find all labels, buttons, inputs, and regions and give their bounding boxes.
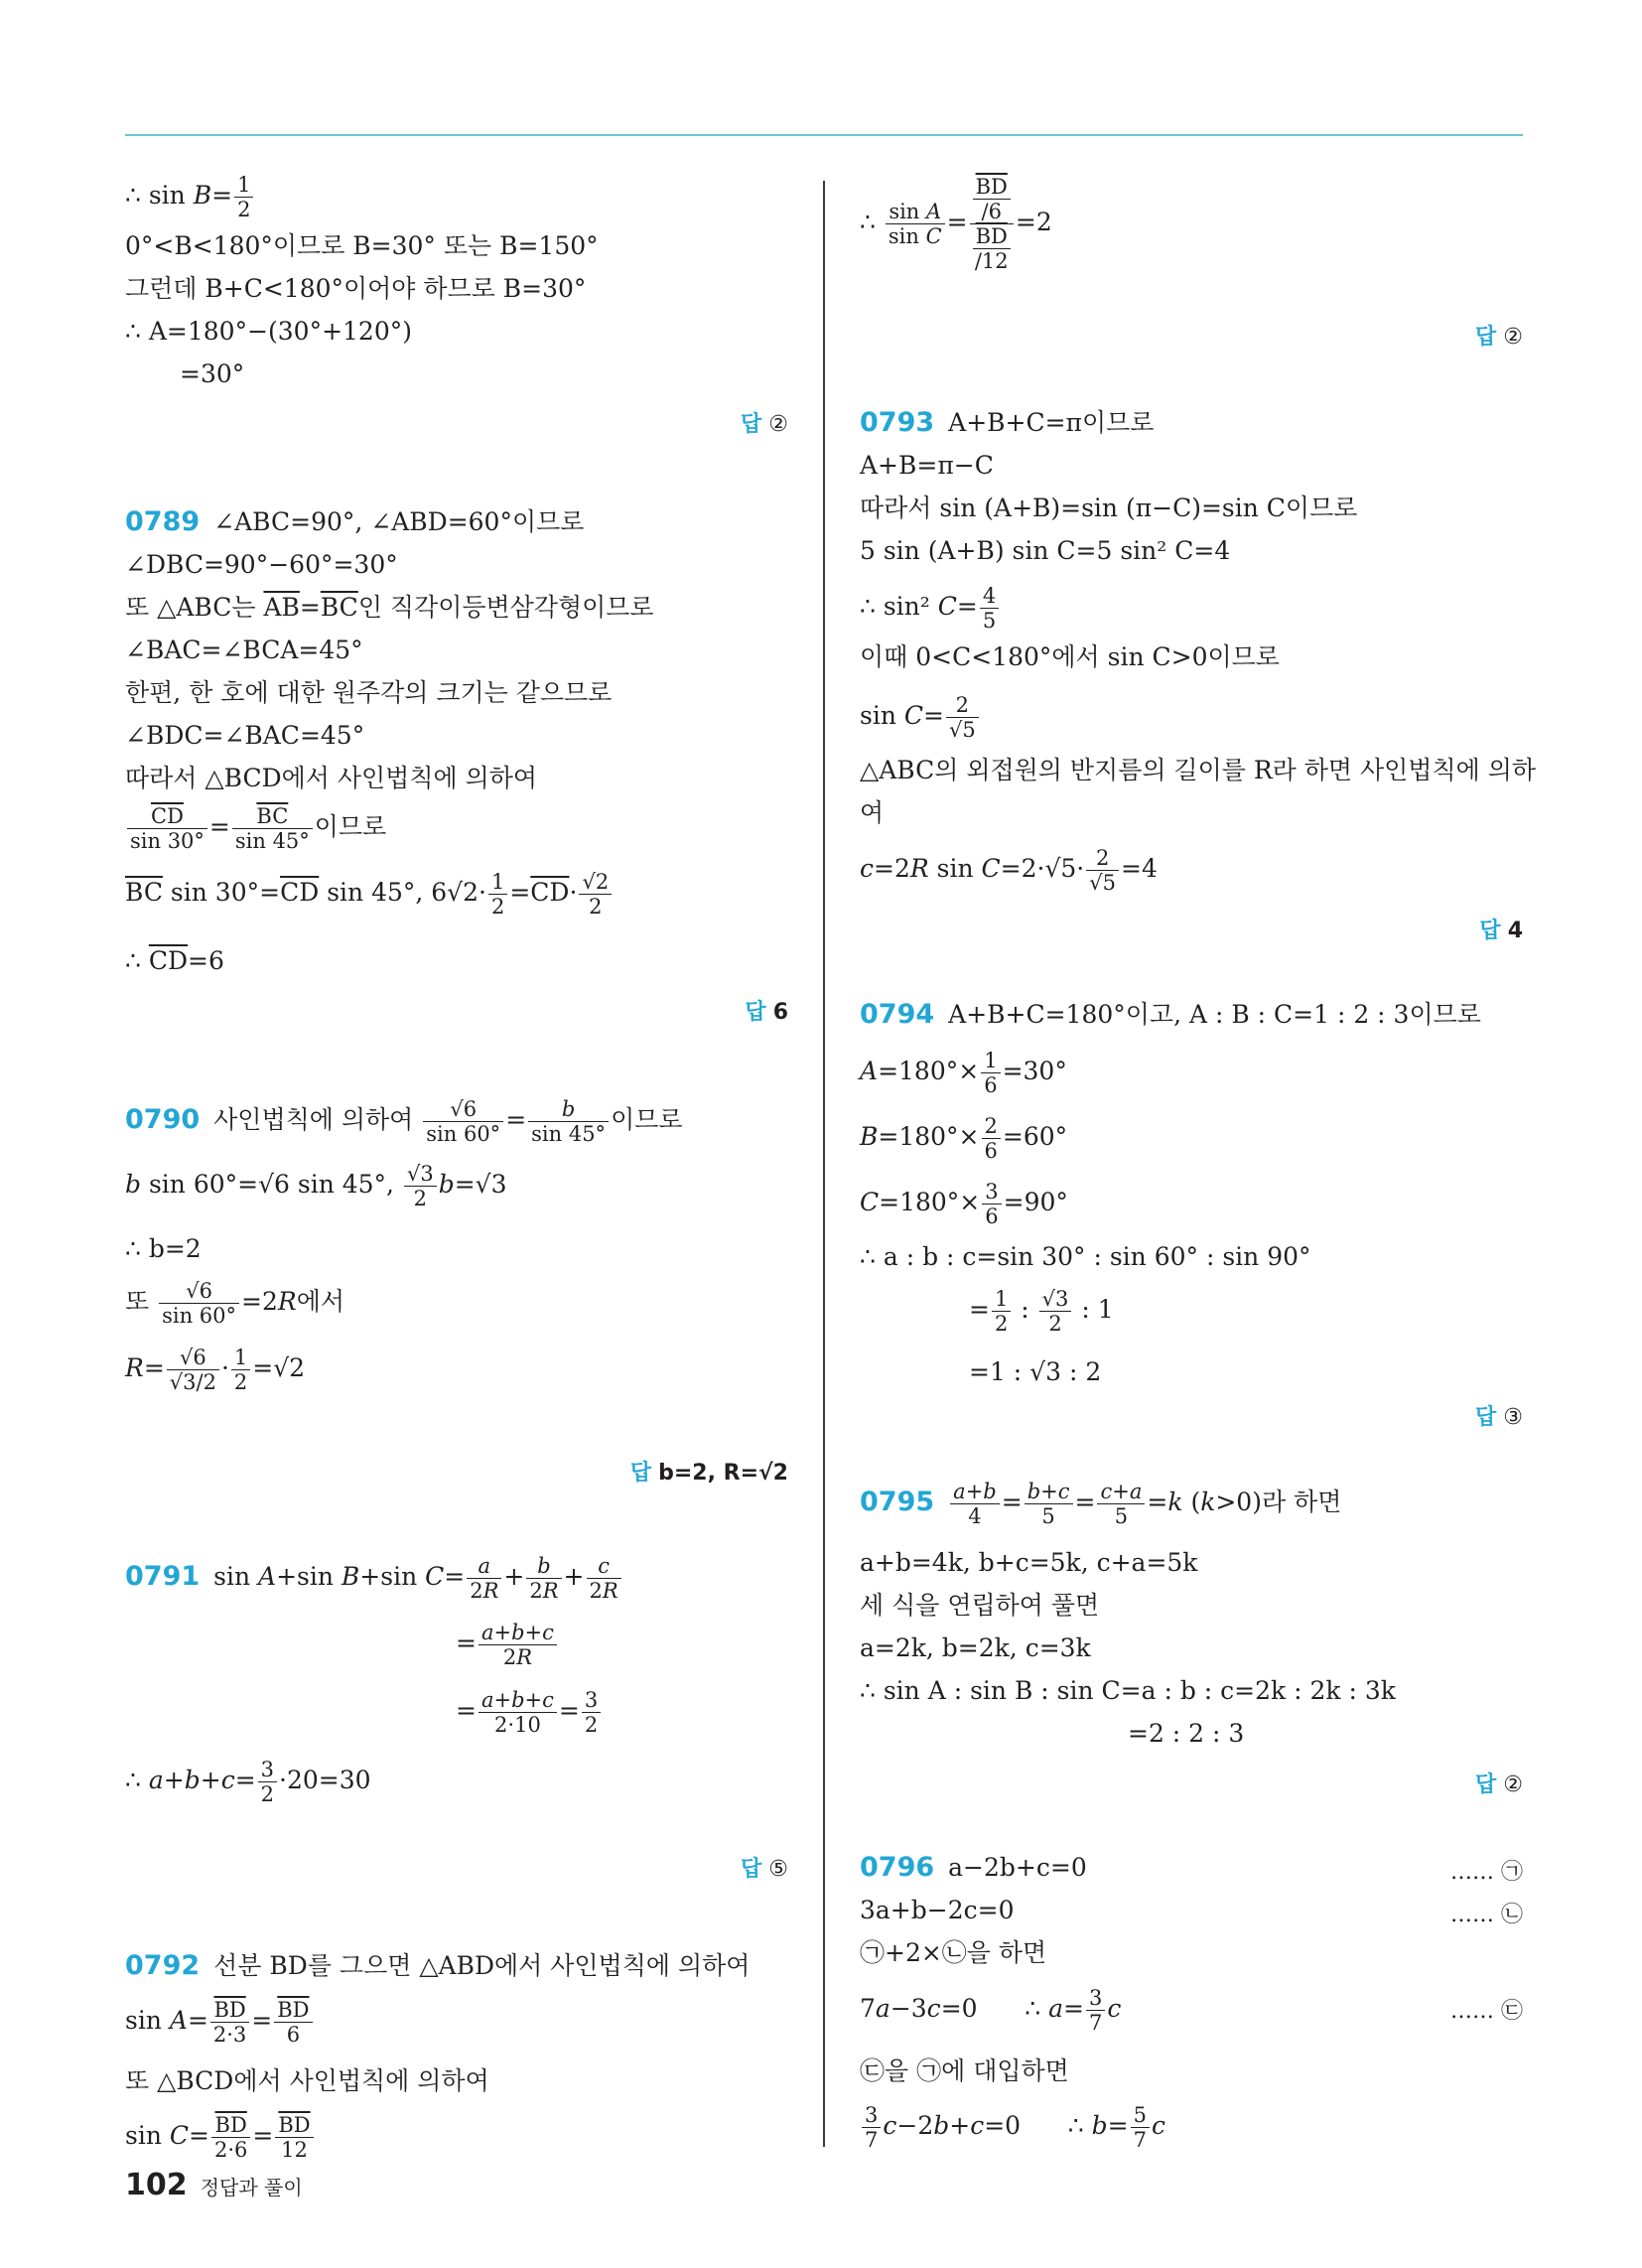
solution-0789-line-2: ∠DBC=90°−60°=30° — [125, 550, 398, 579]
solution-0793-line-5: ∴ sin² C= $\frac{4}{5}$ — [860, 584, 1001, 633]
solution-0794-line-4: C=180°× $\frac{3}{6}$ =90° — [860, 1180, 1068, 1228]
solution-0793-line-8: △ABC의 외접원의 반지름의 길이를 R라 하면 사인법칙에 의하 — [860, 756, 1536, 784]
solution-0788-line-2: 0°<B<180°이므로 B=30° 또는 B=150° — [125, 231, 599, 260]
solution-0789-line-5: 한편, 한 호에 대한 원주각의 크기는 같으므로 — [125, 678, 613, 707]
solution-0793-line-3: 따라서 sin (A+B)=sin (π−C)=sin C이므로 — [860, 494, 1358, 522]
page-number: 102 — [125, 2168, 188, 2202]
solution-0795-line-5: ∴ sin A : sin B : sin C=a : b : c=2k : 2k : 3k — [860, 1676, 1396, 1705]
solution-0794-line-1: 0794 A+B+C=180°이고, A : B : C=1 : 2 : 3이므로 — [860, 999, 1481, 1030]
solution-0794-line-6: = $\frac{1}{2}$ : $\frac{√3}{2}$ : 1 — [969, 1287, 1114, 1336]
solution-0788-line-3: 그런데 B+C<180°이어야 하므로 B=30° — [125, 274, 587, 303]
solution-0790-line-4: 또 $\frac{√6}{\sin 60^\circ}$ =2R에서 — [125, 1279, 345, 1328]
solution-0796-line-2: 3a+b−2c=0 — [860, 1896, 1015, 1924]
solution-0790-line-1: 0790 사인법칙에 의하여 $\frac{√6}{\sin 60^\circ}$ = $\frac{b}{\sin 45^\circ}$ 이므로 — [125, 1097, 683, 1146]
answer-0791: 답 ⑤ — [741, 1857, 788, 1882]
solution-0790-line-3: ∴ b=2 — [125, 1234, 202, 1263]
solution-0791-line-4: ∴ a+b+c= $\frac{3}{2}$ ·20=30 — [125, 1758, 371, 1806]
answer-0793: 답 4 — [1479, 919, 1523, 943]
solution-0796-line-4: 7a−3c=0 ∴ a= $\frac{3}{7}$ c — [860, 1986, 1122, 2035]
solution-0794-line-7: =1 : √3 : 2 — [969, 1357, 1102, 1386]
solution-0792-line-1: 0792 선분 BD를 그으면 △ABD에서 사인법칙에 의하여 — [125, 1950, 751, 1981]
solution-0791-line-1: 0791 sin A+sin B+sin C= $\frac{a}{2R}$ + $\frac{b}{2R}$ + $\frac{c}{2R}$ — [125, 1554, 623, 1603]
solution-0793-line-10: c=2R sin C=2·√5· $\frac{2}{√5}$ =4 — [860, 846, 1158, 895]
equation-mark-1: …… ㉠ — [1450, 1860, 1523, 1885]
solution-0794-line-3: B=180°× $\frac{2}{6}$ =60° — [860, 1114, 1068, 1163]
problem-number: 0794 — [860, 999, 935, 1030]
solution-0795-line-3: 세 식을 연립하여 풀면 — [860, 1591, 1100, 1620]
solution-0793-line-9: 여 — [860, 798, 885, 827]
column-divider — [823, 181, 825, 2147]
solution-0793-line-4: 5 sin (A+B) sin C=5 sin² C=4 — [860, 536, 1231, 565]
top-rule — [125, 134, 1523, 136]
answer-0790: 답 b=2, R=√2 — [629, 1461, 788, 1486]
solution-0789-line-9: $\overline{BC}$ $\sin 30^\circ=\overline{CD}$ sin 45°, 6√2· $\frac{1}{2}$ $=\overline{CD}\cdot$ $\frac{√2}{2}$ — [125, 870, 614, 919]
solution-0795-line-4: a=2k, b=2k, c=3k — [860, 1633, 1091, 1662]
solution-0790-line-2: b sin 60°=√6 sin 45°, $\frac{√3}{2}$ b=√3 — [125, 1162, 507, 1210]
footer-title: 정답과 풀이 — [200, 2176, 303, 2199]
solution-0795-line-2: a+b=4k, b+c=5k, c+a=5k — [860, 1548, 1198, 1577]
solution-0789-line-3: 또 △ABC는 $\overline{AB}=\overline{BC}$인 직각이등변삼각형이므로 — [125, 593, 654, 622]
answer-0794: 답 ③ — [1475, 1405, 1523, 1430]
solution-0795-line-1: 0795 $\frac{a+b}{4}$ = $\frac{b+c}{5}$ = $\frac{c+a}{5}$ =k (k>0)라 하면 — [860, 1480, 1342, 1528]
equation-mark-3: …… ㉢ — [1450, 1999, 1523, 2024]
answer-0795: 답 ② — [1475, 1772, 1523, 1797]
solution-0792-line-5: ∴ $\frac{\text{sin A}}{\text{sin C}}$ = $\overline{BD}$ /6 $\overline{BD}$ /12 =2 — [860, 175, 1052, 273]
solution-0792-line-4: sin C= $\frac{\overline{BD}}{2\cdot 6}$ = $\frac{\overline{BD}}{12}$ — [125, 2113, 316, 2162]
solution-0793-line-7: sin C= $\frac{2}{√5}$ — [860, 693, 981, 742]
solution-0788-line-5: =30° — [180, 359, 245, 388]
answer-0792: 답 ② — [1475, 325, 1523, 350]
answer-0789: 답 6 — [745, 1000, 788, 1025]
solution-0792-line-3: 또 △BCD에서 사인법칙에 의하여 — [125, 2066, 489, 2095]
problem-number: 0789 — [125, 506, 201, 537]
equation-mark-2: …… ㉡ — [1450, 1903, 1523, 1927]
solution-0796-line-5: ㉢을 ㉠에 대입하면 — [860, 2056, 1069, 2085]
solution-0788-line-1: ∴ sin B= $\frac{1}{2}$ — [125, 173, 255, 221]
solution-0788-line-4: ∴ A=180°−(30°+120°) — [125, 317, 413, 346]
solution-0793-line-6: 이때 0<C<180°에서 sin C>0이므로 — [860, 642, 1280, 671]
problem-number: 0790 — [125, 1104, 201, 1135]
solution-0793-line-2: A+B=π−C — [860, 451, 994, 480]
solution-0789-line-6: ∠BDC=∠BAC=45° — [125, 721, 365, 750]
page-footer — [125, 2168, 303, 2202]
problem-number: 0795 — [860, 1487, 935, 1517]
solution-0789-line-4: ∠BAC=∠BCA=45° — [125, 636, 363, 664]
problem-number: 0792 — [125, 1950, 201, 1981]
solution-0796-line-3: ㉠+2×㉡을 하면 — [860, 1938, 1047, 1967]
problem-number: 0791 — [125, 1561, 201, 1592]
solution-0794-line-5: ∴ a : b : c=sin 30° : sin 60° : sin 90° — [860, 1242, 1311, 1271]
solution-0790-line-5: R= $\frac{√6}{√3/2}$ · $\frac{1}{2}$ =√2 — [125, 1346, 306, 1394]
solution-0789-line-7: 따라서 △BCD에서 사인법칙에 의하여 — [125, 764, 538, 792]
solution-0795-line-6: =2 : 2 : 3 — [1128, 1719, 1245, 1748]
solution-0792-line-2: sin A= $\frac{\overline{BD}}{2\cdot 3}$ = $\frac{\overline{BD}}{6}$ — [125, 1998, 315, 2047]
solution-0796-line-1: 0796 a−2b+c=0 — [860, 1852, 1087, 1883]
solution-0789-line-8: $\frac{\overline{CD}}{\sin 30^\circ}$ = $\frac{\overline{BC}}{\sin 45^\circ}$ 이므로 — [125, 804, 386, 853]
answer-0788: 답 ② — [741, 412, 788, 437]
solution-0791-line-3: = $\frac{a+b+c}{2\cdot 10}$ = $\frac{3}{2}$ — [456, 1688, 603, 1737]
solution-0796-line-6: $\frac{3}{7}$ c−2b+c=0 ∴ b= $\frac{5}{7}$ c — [860, 2103, 1165, 2152]
solution-0794-line-2: A=180°× $\frac{1}{6}$ =30° — [860, 1049, 1067, 1097]
solution-0791-line-2: = $\frac{a+b+c}{2R}$ — [456, 1621, 559, 1669]
problem-number: 0793 — [860, 407, 935, 438]
solution-0789-line-1: 0789 ∠ABC=90°, ∠ABD=60°이므로 — [125, 506, 585, 537]
problem-number: 0796 — [860, 1852, 935, 1883]
solution-0789-line-10: ∴ $\overline{CD}=6$ — [125, 946, 224, 975]
solution-0793-line-1: 0793 A+B+C=π이므로 — [860, 407, 1155, 438]
